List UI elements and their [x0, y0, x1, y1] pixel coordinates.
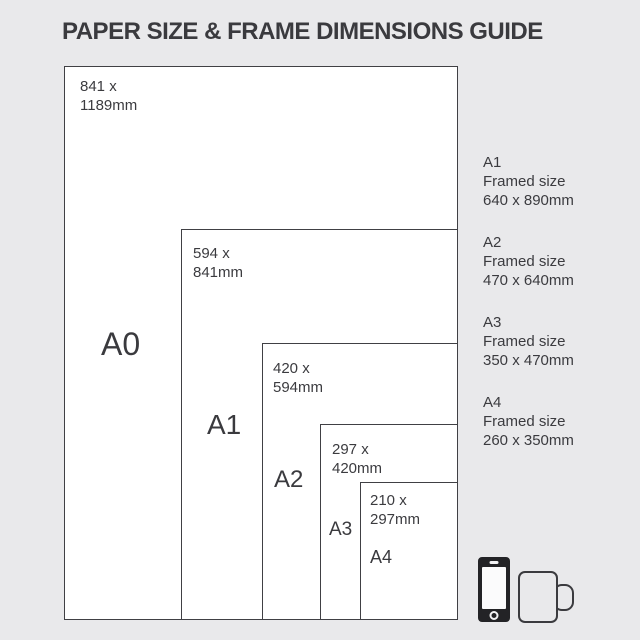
framed-entry-caption: Framed size	[483, 413, 566, 430]
paper-a4	[360, 482, 458, 620]
framed-entry-caption: Framed size	[483, 173, 566, 190]
phone-speaker	[490, 561, 499, 564]
framed-entry-dimensions: 260 x 350mm	[483, 432, 574, 449]
paper-a0-dim-line1: 841 x	[80, 78, 117, 95]
framed-entry-a3	[483, 313, 574, 370]
framed-entry-size: A1	[483, 154, 502, 171]
mug-icon	[517, 570, 577, 626]
paper-a2-dim-line2: 594mm	[273, 379, 324, 396]
framed-entry-size: A3	[483, 314, 502, 331]
framed-entry-size: A4	[483, 394, 502, 411]
framed-entry-dimensions: 640 x 890mm	[483, 192, 574, 209]
framed-entry-a2	[483, 233, 574, 290]
framed-entry-a4	[483, 393, 574, 450]
paper-a1-label: A1	[207, 409, 242, 440]
framed-entry-a1	[483, 153, 574, 210]
framed-size-list	[483, 153, 574, 473]
paper-a2-label: A2	[274, 466, 304, 493]
paper-a4-dim-line2: 297mm	[370, 511, 421, 528]
paper-a4-dim-line1: 210 x	[370, 492, 407, 509]
paper-a1-dim-line2: 841mm	[193, 264, 244, 281]
paper-a3-dim-line2: 420mm	[332, 460, 383, 477]
framed-entry-dimensions: 350 x 470mm	[483, 352, 574, 369]
paper-a4-label: A4	[370, 547, 393, 567]
paper-a3-dim-line1: 297 x	[332, 441, 369, 458]
paper-a2-dimensions	[273, 359, 323, 397]
framed-entry-caption: Framed size	[483, 333, 566, 350]
paper-a0-label: A0	[101, 326, 141, 362]
paper-a0-dim-line2: 1189mm	[80, 97, 138, 114]
framed-entry-size: A2	[483, 234, 502, 251]
paper-a3-dimensions	[332, 440, 382, 478]
phone-screen	[482, 567, 506, 609]
paper-a1-dimensions	[193, 244, 243, 282]
paper-a0-dimensions	[80, 77, 137, 115]
framed-entry-caption: Framed size	[483, 253, 566, 270]
framed-entry-dimensions: 470 x 640mm	[483, 272, 574, 289]
smartphone-icon	[478, 557, 510, 622]
page-title: PAPER SIZE & FRAME DIMENSIONS GUIDE	[62, 18, 543, 45]
paper-a4-dimensions	[370, 491, 420, 529]
paper-a3-label: A3	[329, 519, 353, 540]
paper-a2-dim-line1: 420 x	[273, 360, 310, 377]
paper-a1-dim-line1: 594 x	[193, 245, 230, 262]
phone-home-button	[490, 611, 499, 620]
